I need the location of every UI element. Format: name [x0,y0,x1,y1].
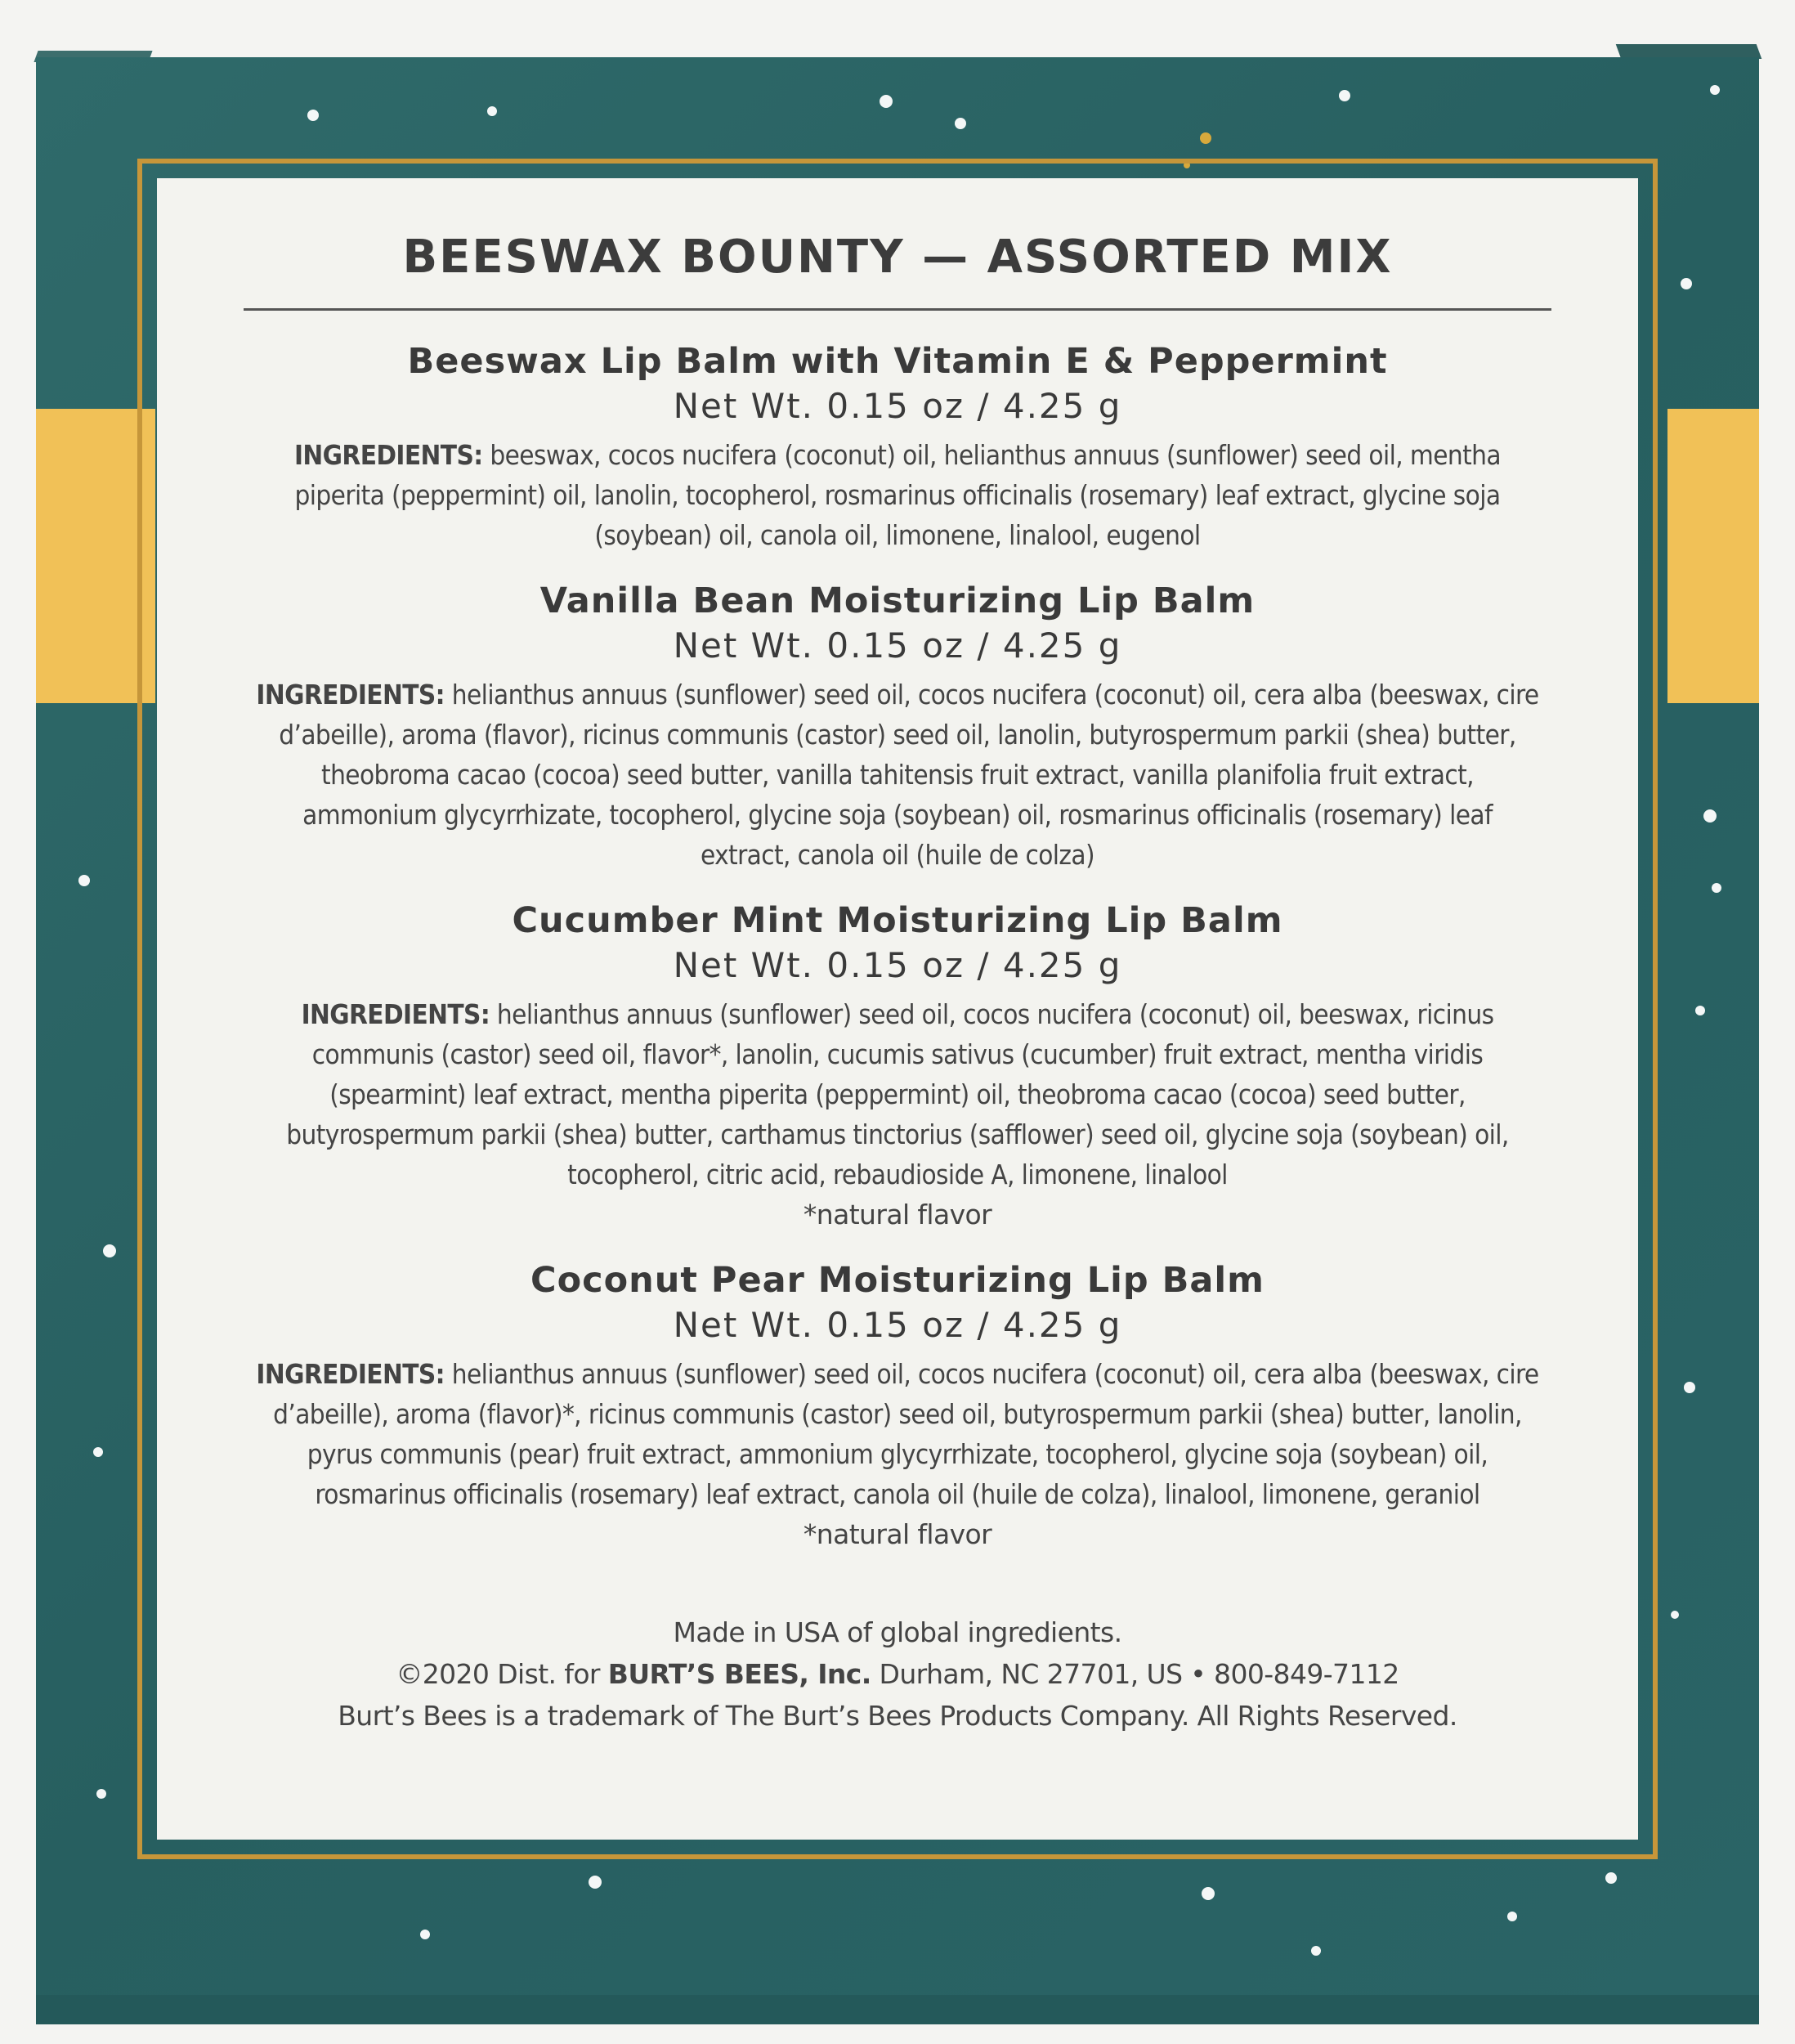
star-dot [1710,85,1720,95]
star-dot [103,1244,116,1257]
star-dot [420,1930,430,1939]
brand-name: BURT’S BEES, Inc. [607,1658,871,1690]
star-dot [1311,1946,1321,1956]
label-panel [157,178,1638,1840]
ingredients-label: INGREDIENTS: [256,679,445,710]
ingredients-label: INGREDIENTS: [256,1358,445,1390]
product-section [255,338,1540,555]
ingredients-label: INGREDIENTS: [293,439,483,471]
gold-dot [1200,132,1211,144]
title-divider [244,308,1551,311]
star-dot [1339,90,1350,101]
ingredients-text [255,1354,1540,1514]
star-dot [1695,1006,1705,1015]
ingredients-list: helianthus annuus (sunflower) seed oil, cocos nucifera (coconut) oil, beeswax, ricinus communis (castor) seed oil, flavor*, lanolin, cucumis sativus (cucumber) fruit extract, mentha viridis (spearmint) leaf extract, mentha piperita (peppermint) oil, theobroma cacao (cocoa) seed butter, butyrospermum parkii (shea) butter, carthamus tinctorius (safflower) seed oil, glycine soja (soybean) oil, tocopherol, citric acid, rebaudioside A, limonene, linalool [286,998,1509,1190]
star-dot [1605,1872,1617,1884]
star-dot [93,1447,103,1457]
manufacturer-info [255,1611,1540,1737]
net-weight: Net Wt. 0.15 oz / 4.25 g [673,625,1122,666]
star-dot [1703,809,1717,823]
star-dot [1684,1382,1695,1393]
star-dot [78,875,90,886]
star-dot [1202,1887,1215,1900]
product-name: Cucumber Mint Moisturizing Lip Balm [512,900,1283,941]
net-weight: Net Wt. 0.15 oz / 4.25 g [673,1305,1122,1345]
ingredients-text [255,435,1540,555]
distributor-prefix: ©2020 Dist. for [396,1658,608,1690]
ingredients-list: helianthus annuus (sunflower) seed oil, cocos nucifera (coconut) oil, cera alba (beeswax, cire d’abeille), aroma (flavor), ricinus communis (castor) seed oil, lanolin, butyrospermum parkii (shea) butter, theobroma cacao (cocoa) seed butter, vanilla tahitensis fruit extract, vanilla planifolia fruit extract, ammonium glycyrrhizate, tocopherol, glycine soja (soybean) oil, rosmarinus officinalis (rosemary) leaf extract, canola oil (huile de colza) [279,679,1539,871]
star-dot [589,1876,602,1889]
ingredients-label: INGREDIENTS: [301,998,490,1030]
ingredients-list: helianthus annuus (sunflower) seed oil, cocos nucifera (coconut) oil, cera alba (beeswax, cire d’abeille), aroma (flavor)*, ricinus communis (castor) seed oil, butyrospermum parkii (shea) butter, lanolin, pyrus communis (pear) fruit extract, ammonium glycyrrhizate, tocopherol, glycine soja (soybean) oil, rosmarinus officinalis (rosemary) leaf extract, canola oil (huile de colza), linalool, limonene, geraniol [273,1358,1539,1510]
star-dot [880,95,893,108]
distributor-line [255,1653,1540,1695]
product-section [255,898,1540,1235]
product-section [255,578,1540,875]
net-weight: Net Wt. 0.15 oz / 4.25 g [673,386,1122,426]
page-title: BEESWAX BOUNTY — ASSORTED MIX [402,231,1393,284]
box-bottom-edge [36,1995,1759,2024]
product-name: Beeswax Lip Balm with Vitamin E & Peppermint [407,341,1388,382]
footnote: *natural flavor [803,1518,992,1550]
product-name: Coconut Pear Moisturizing Lip Balm [530,1260,1265,1301]
origin-line: Made in USA of global ingredients. [673,1616,1122,1648]
ingredients-text [255,675,1540,875]
distributor-address: Durham, NC 27701, US • 800-849-7112 [871,1658,1399,1690]
star-dot [487,106,497,116]
product-name: Vanilla Bean Moisturizing Lip Balm [539,580,1256,621]
ribbon-right [1667,409,1759,703]
star-dot [307,110,319,121]
star-dot [1681,278,1692,289]
ingredients-list: beeswax, cocos nucifera (coconut) oil, helianthus annuus (sunflower) seed oil, mentha piperita (peppermint) oil, lanolin, tocopherol, rosmarinus officinalis (rosemary) leaf extract, glycine soja (soybean) oil, canola oil, limonene, linalool, eugenol [294,439,1501,551]
star-dot [96,1789,106,1799]
star-dot [955,118,966,129]
product-section [255,1257,1540,1554]
star-dot [1507,1912,1517,1921]
net-weight: Net Wt. 0.15 oz / 4.25 g [673,945,1122,985]
star-dot [1671,1611,1679,1619]
star-dot [1712,883,1721,893]
footnote: *natural flavor [803,1199,992,1230]
trademark-line: Burt’s Bees is a trademark of The Burt’s Bees Products Company. All Rights Reserved. [338,1700,1457,1732]
ingredients-text [255,994,1540,1195]
